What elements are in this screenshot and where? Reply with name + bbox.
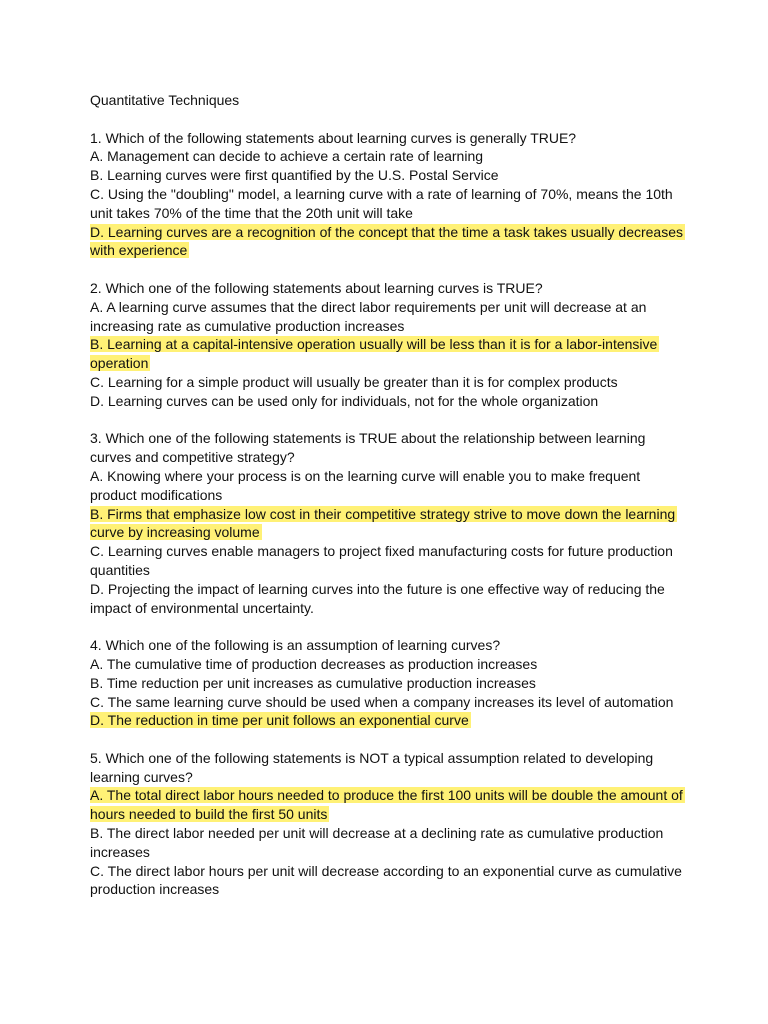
option-text: B. Time reduction per unit increases as cumulative production increases bbox=[90, 674, 536, 691]
answer-option bbox=[90, 147, 690, 166]
answer-option-highlighted bbox=[90, 505, 690, 543]
answer-option bbox=[90, 693, 690, 712]
question-text: 4. Which one of the following is an assumption of learning curves? bbox=[90, 637, 501, 654]
highlighted-answer: B. Firms that emphasize low cost in their competitive strategy strive to move down the learning curve by increasing volume bbox=[90, 505, 676, 541]
answer-option-highlighted bbox=[90, 335, 690, 373]
answer-option bbox=[90, 373, 690, 392]
question-4 bbox=[90, 636, 690, 730]
answer-option bbox=[90, 185, 690, 223]
option-text: C. Learning for a simple product will usually be greater than it is for complex products bbox=[90, 373, 618, 390]
answer-option bbox=[90, 298, 690, 336]
answer-option bbox=[90, 824, 690, 862]
option-text: C. The direct labor hours per unit will decrease according to an exponential curve as cumulative production increases bbox=[90, 862, 682, 898]
answer-option-highlighted bbox=[90, 711, 690, 730]
highlighted-answer: B. Learning at a capital-intensive operation usually will be less than it is for a labor-intensive operation bbox=[90, 336, 658, 372]
highlighted-answer: A. The total direct labor hours needed to produce the first 100 units will be double the amount of hours needed to build the first 50 units bbox=[90, 787, 683, 823]
question-text: 1. Which of the following statements about learning curves is generally TRUE? bbox=[90, 129, 577, 146]
answer-option bbox=[90, 580, 690, 618]
option-text: A. The cumulative time of production decreases as production increases bbox=[90, 655, 538, 672]
question-text: 5. Which one of the following statements is NOT a typical assumption related to developing learning curves? bbox=[90, 749, 654, 785]
option-text: C. Using the "doubling" model, a learning curve with a rate of learning of 70%, means the 10th unit takes 70% of the time that the 20th unit will take bbox=[90, 185, 673, 221]
question-2 bbox=[90, 279, 690, 411]
option-text: A. Management can decide to achieve a certain rate of learning bbox=[90, 148, 484, 165]
document-title: Quantitative Techniques bbox=[90, 92, 240, 108]
answer-option bbox=[90, 166, 690, 185]
question-text: 3. Which one of the following statements is TRUE about the relationship between learning curves and competitive strategy? bbox=[90, 430, 646, 466]
option-text: C. Learning curves enable managers to project fixed manufacturing costs for future production quantities bbox=[90, 543, 673, 578]
document-content bbox=[90, 91, 690, 918]
question-text: 2. Which one of the following statements about learning curves is TRUE? bbox=[90, 279, 543, 296]
answer-option bbox=[90, 467, 690, 505]
answer-option bbox=[90, 655, 690, 674]
option-text: D. Projecting the impact of learning curves into the future is one effective way of reducing the impact of environmental uncertainty. bbox=[90, 580, 665, 616]
answer-option-highlighted bbox=[90, 786, 690, 824]
answer-option bbox=[90, 674, 690, 693]
answer-option bbox=[90, 862, 690, 900]
answer-option bbox=[90, 542, 690, 580]
highlighted-answer: D. The reduction in time per unit follows an exponential curve bbox=[90, 712, 469, 729]
answer-option-highlighted bbox=[90, 223, 690, 261]
option-text: A. A learning curve assumes that the direct labor requirements per unit will decrease at an increasing rate as cumulative production increases bbox=[90, 298, 647, 334]
option-text: D. Learning curves can be used only for individuals, not for the whole organization bbox=[90, 392, 599, 409]
question-3 bbox=[90, 429, 690, 617]
answer-option bbox=[90, 392, 690, 411]
option-text: B. The direct labor needed per unit will decrease at a declining rate as cumulative production increases bbox=[90, 825, 664, 860]
question-5 bbox=[90, 749, 690, 899]
option-text: C. The same learning curve should be used when a company increases its level of automation bbox=[90, 693, 674, 710]
highlighted-answer: D. Learning curves are a recognition of the concept that the time a task takes usually decreases with experience bbox=[90, 223, 683, 259]
option-text: A. Knowing where your process is on the learning curve will enable you to make frequent product modifications bbox=[90, 467, 641, 503]
option-text: B. Learning curves were first quantified by the U.S. Postal Service bbox=[90, 167, 499, 184]
question-1 bbox=[90, 129, 690, 261]
